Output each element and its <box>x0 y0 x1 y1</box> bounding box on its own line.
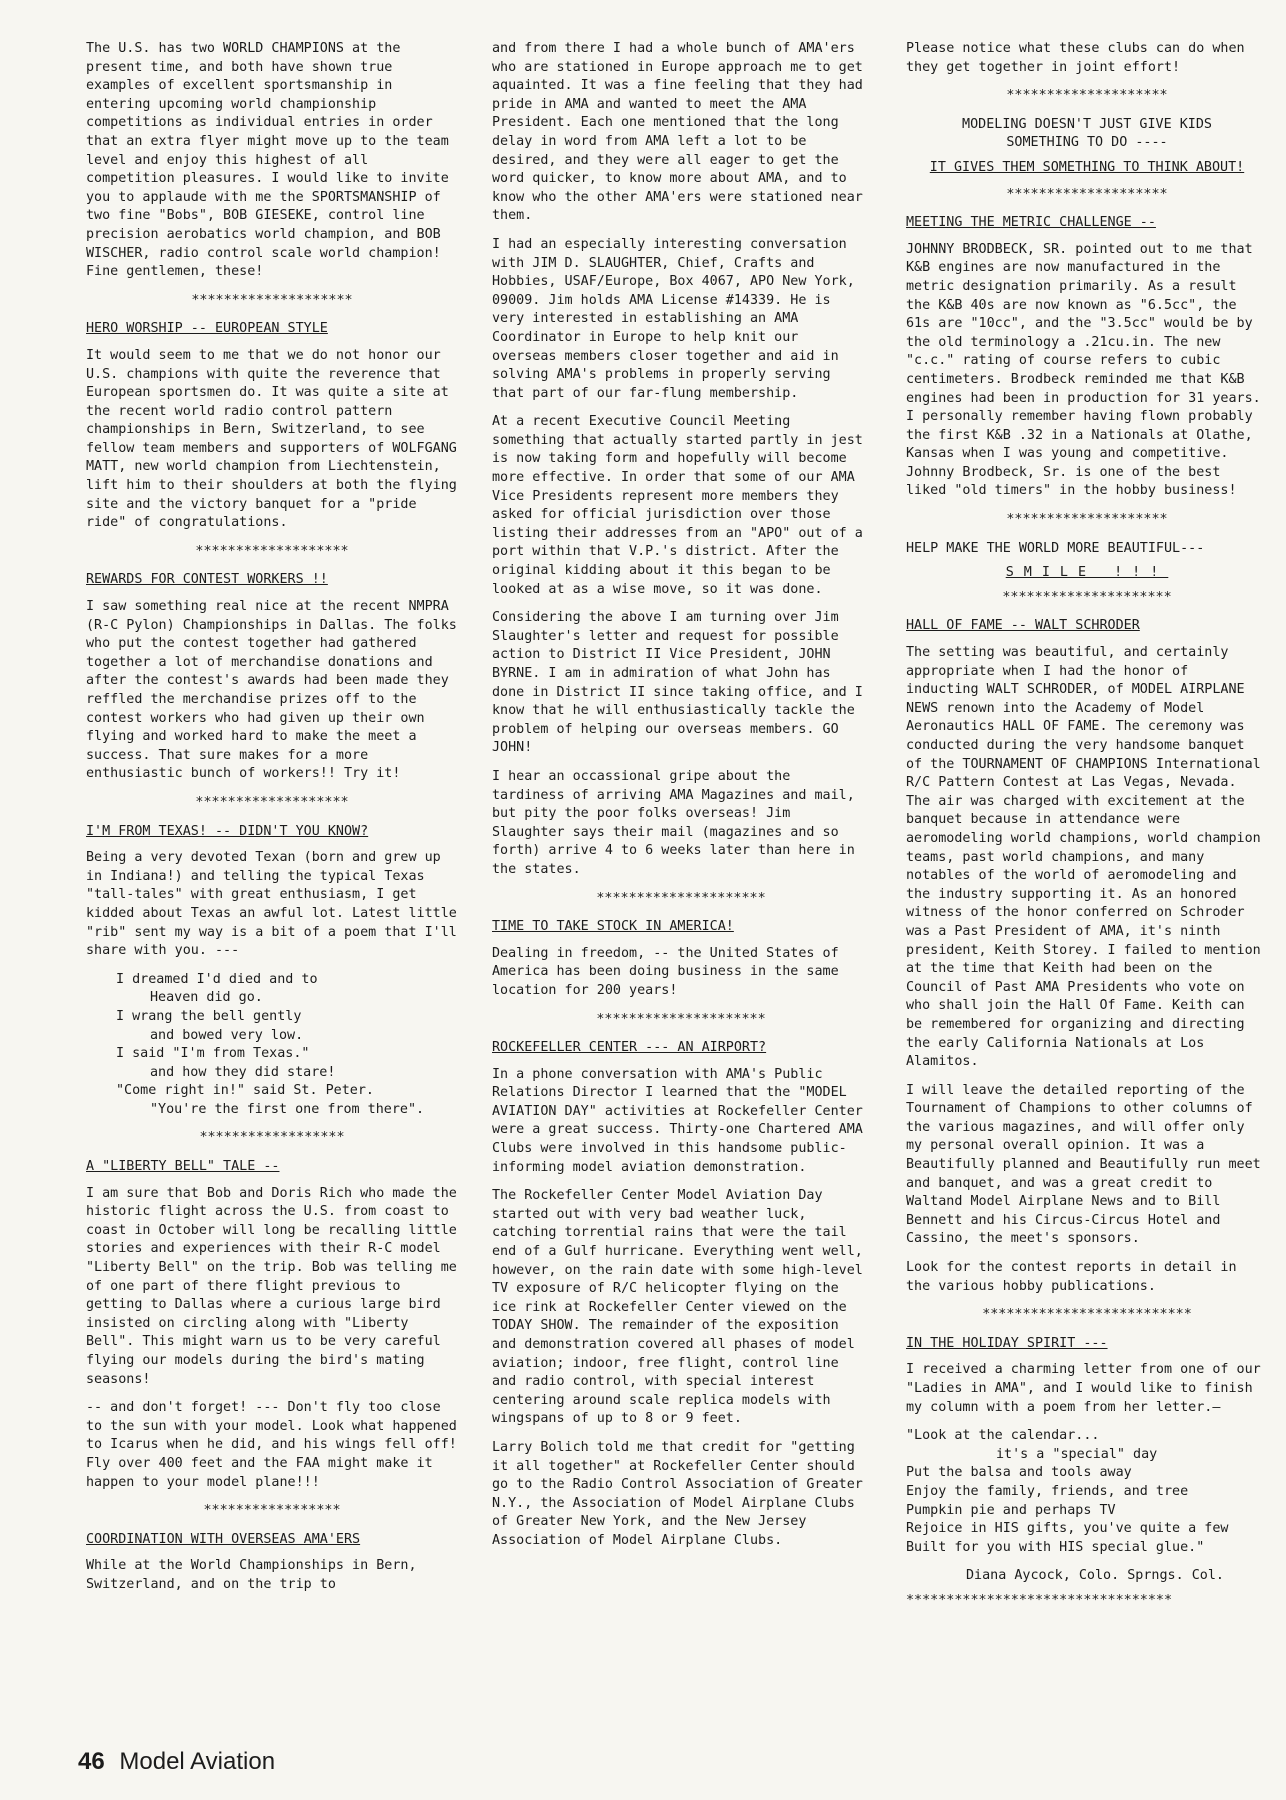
heading-rewards: REWARDS FOR CONTEST WORKERS !! <box>86 572 328 588</box>
poem-line: "Look at the calendar... <box>906 1428 1100 1444</box>
poem-line: Put the balsa and tools away <box>906 1465 1132 1481</box>
paragraph: Look for the contest reports in detail in the various hobby publications. <box>906 1260 1237 1294</box>
modeling-slogan: IT GIVES THEM SOMETHING TO THINK ABOUT! <box>929 159 1245 175</box>
paragraph: Considering the above I am turning over Jim Slaughter's letter and request for possible action to District II Vice President, JOHN BYRNE. I am in admiration of what John has done in District II since taking office, and I know that he will enthusiastically tackle the problem of helping our overseas members. GO JOHN! <box>492 610 863 756</box>
paragraph: and from there I had a whole bunch of AMA'ers who are stationed in Europe approach me to get aquainted. It was a fine feeling that they had pride in AMA and wanted to meet the AMA President. Each one mentioned that the long delay in word from AMA left a lot to be desired, and they were all eager to get the word quicker, to know more about AMA, and to know who the other AMA'ers were stationed near them. <box>492 41 863 224</box>
heading-hero-worship: HERO WORSHIP -- EUROPEAN STYLE <box>86 321 328 337</box>
paragraph: I saw something real nice at the recent NMPRA (R-C Pylon) Championships in Dallas. The folks who put the contest together had gathered together a lot of merchandise donations and after the contest's awards had been made they reffled the merchandise prizes off to the contest workers who had given up their own flying and worked hard to make the meet a success. That sure makes for a more enthusiastic bunch of workers!! Try it! <box>86 599 457 782</box>
heading-hall-of-fame: HALL OF FAME -- WALT SCHRODER <box>906 618 1140 634</box>
paragraph: I will leave the detailed reporting of the Tournament of Champions to other columns of the various magazines, and will offer only my personal overall opinion. It was a Beautifully planned and Beautifully run meet and banquet, and was a great credit to Waltand Model Airplane News and to Bill Bennett and his Circus-Circus Hotel and Cassino, the meet's sponsors. <box>906 1082 1261 1247</box>
paragraph: The setting was beautiful, and certainly appropriate when I had the honor of inducting WALT SCHRODER, of MODEL AIRPLANE NEWS renown into the Academy of Model Aeronautics HALL OF FAME. The ceremony was conducted during the very handsome banquet of the TOURNAMENT OF CHAMPIONS International R/C Pattern Contest at Las Vegas, Nevada. The air was charged with excitement at the banquet because in attendance were aeromodeling world champions, world champion teams, past world champions, and many notables of the world of aeromodeling and the industry supporting it. As an honored witness of the honor conferred on Schroder was a Past President of AMA, it's ninth president, Keith Storey. I failed to mention at the time that Keith had been on the Council of Past AMA Presidents who vote on who shall join the Hall Of Fame. Keith can be remembered for organizing and directing the early California Nationals at Los Alamitos. <box>906 645 1261 1070</box>
intro-paragraph: The U.S. has two WORLD CHAMPIONS at the present time, and both have shown true examples of excellent sportsmanship in entering upcoming world championship competitions as individual entries in order that an extra flyer might move up to the team level and enjoy this highest of all competition pleasures. I would like to invite you to applaude with me the SPORTSMANSHIP of two fine "Bobs", BOB GIESEKE, control line precision aerobatics world champion, and BOB WISCHER, radio control scale world champion! Fine gentlemen, these! <box>86 41 449 280</box>
poem-line: "You're the first one from there". <box>150 1101 425 1117</box>
divider: ******************* <box>195 543 349 559</box>
paragraph: I had an especially interesting conversation with JIM D. SLAUGHTER, Chief, Crafts and Hobbies, USAF/Europe, Box 4067, APO New York, 09009. Jim holds AMA License #14339. He is very interested in establishing an AMA Coordinator in Europe to help knit our overseas members closer together and aid in solving AMA's problems in properly serving that part of our far-flung membership. <box>492 236 855 401</box>
divider: ******************** <box>191 292 353 308</box>
divider: ******************** <box>1006 186 1168 202</box>
paragraph: I am sure that Bob and Doris Rich who made the historic flight across the U.S. from coast to coast in October will long be recalling little stories and experiences with their R-C model "Liberty Bell" on the trip. Bob was telling me of one part of there flight previous to getting to Dallas where a curious large bird insisted on circling along with "Liberty Bell". This might warn us to be very careful flying our models during the bird's mating seasons! <box>86 1185 457 1387</box>
paragraph: Please notice what these clubs can do when they get together in joint effort! <box>906 41 1245 75</box>
column-left <box>86 40 458 1605</box>
divider: ***************** <box>203 1503 341 1519</box>
paragraph: -- and don't forget! --- Don't fly too close to the sun with your model. Look what happened to Icarus when he did, and his wings fell off! Fly over 400 feet and the FAA might make it happen to your model plane!!! <box>86 1400 457 1490</box>
paragraph: At a recent Executive Council Meeting something that actually started partly in jest is now taking form and hopefully will become more effective. In order that some of our AMA Vice Presidents represent more members they asked for official jurisdiction over those listing their addresses from an "APO" out of a port within that V.P.'s district. After the original kidding about it this began to be looked at as a wise move, so it was done. <box>492 414 863 597</box>
divider: ******************** <box>1006 512 1168 528</box>
divider: ********************* <box>1002 589 1172 605</box>
texas-poem <box>116 971 458 1120</box>
divider: ********************* <box>596 1011 766 1027</box>
poem-line: I dreamed I'd died and to <box>116 971 318 987</box>
magazine-name: Model Aviation <box>119 1748 276 1775</box>
column-middle <box>492 40 870 1561</box>
heading-rockefeller: ROCKEFELLER CENTER --- AN AIRPORT? <box>492 1040 767 1056</box>
poem-line: I said "I'm from Texas." <box>116 1046 310 1062</box>
heading-take-stock: TIME TO TAKE STOCK IN AMERICA! <box>492 919 734 935</box>
smile-text: SMILE !!! <box>1005 565 1169 581</box>
paragraph: Being a very devoted Texan (born and grew up in Indiana!) and telling the typical Texas "tall-tales" with great enthusiasm, I get kidded about Texas an awful lot. Latest little "rib" sent my way is a bit of a poem that I'll share with you. --- <box>86 850 457 959</box>
divider: ****************** <box>199 1130 345 1146</box>
modeling-line: MODELING DOESN'T JUST GIVE KIDS <box>962 116 1212 132</box>
paragraph: In a phone conversation with AMA's Public Relations Director I learned that the "MODEL AVIATION DAY" activities at Rockefeller Center were a great success. Thirty-one Chartered AMA Clubs were involved in this handsome public-informing model aviation demonstration. <box>492 1066 863 1175</box>
poem-line: Heaven did go. <box>150 990 263 1006</box>
divider: ********************* <box>596 890 766 906</box>
paragraph: JOHNNY BRODBECK, SR. pointed out to me that K&B engines are now manufactured in the metric designation primarily. As a result the K&B 40s are now known as "6.5cc", the 61s are "10cc", and the "3.5cc" would be by the old terminology a .21cu.in. The new "c.c." rating of course refers to cubic centimeters. Brodbeck reminded me that K&B engines had been in production for 31 years. I personally remember having flown probably the first K&B .32 in a Nationals at Olathe, Kansas when I was young and competitive. Johnny Brodbeck, Sr. is one of the best liked "old timers" in the hobby business! <box>906 241 1261 499</box>
heading-coordination: COORDINATION WITH OVERSEAS AMA'ERS <box>86 1531 361 1547</box>
heading-liberty-bell: A "LIBERTY BELL" TALE -- <box>86 1159 280 1175</box>
poem-line: "Come right in!" said St. Peter. <box>116 1083 374 1099</box>
paragraph: Larry Bolich told me that credit for "getting it all together" at Rockefeller Center should go to the Radio Control Association of Greater N.Y., the Association of Model Airplane Clubs of Greater New York, and the New Jersey Association of Model Airplane Clubs. <box>492 1439 863 1548</box>
paragraph: I hear an occassional gripe about the tardiness of arriving AMA Magazines and mail, but pity the poor folks overseas! Jim Slaughter says their mail (magazines and so forth) arrive 4 to 6 weeks later than here in the states. <box>492 768 855 877</box>
page-number: 46 <box>78 1748 105 1775</box>
paragraph: While at the World Championships in Bern, Switzerland, and on the trip to <box>86 1558 417 1592</box>
poem-line: and bowed very low. <box>150 1027 304 1043</box>
divider: ************************** <box>982 1307 1192 1323</box>
signature: Diana Aycock, Colo. Sprngs. Col. <box>966 1568 1224 1584</box>
divider: ******************* <box>195 794 349 810</box>
paragraph: I received a charming letter from one of our "Ladies in AMA", and I would like to finish my column with a poem from her letter.— <box>906 1362 1261 1415</box>
modeling-line: SOMETHING TO DO ---- <box>1006 135 1168 151</box>
column-right <box>906 40 1268 1621</box>
paragraph: It would seem to me that we do not honor our U.S. champions with quite the reverence that European sportsmen do. It was quite a site at the recent world radio control pattern championships in Bern, Switzerland, to see fellow team members and supporters of WOLFGANG MATT, new world champion from Liechtenstein, lift him to their shoulders at both the flying site and the victory banquet for a "pride ride" of congratulations. <box>86 347 457 531</box>
poem-line: Built for you with HIS special glue." <box>906 1539 1205 1555</box>
page-footer <box>78 1748 275 1776</box>
divider: ******************** <box>1006 88 1168 104</box>
heading-texas: I'M FROM TEXAS! -- DIDN'T YOU KNOW? <box>86 823 369 839</box>
beautiful-line: HELP MAKE THE WORLD MORE BEAUTIFUL--- <box>906 540 1205 556</box>
holiday-poem <box>906 1427 1268 1557</box>
poem-line: it's a "special" day <box>996 1446 1158 1462</box>
paragraph: Dealing in freedom, -- the United States of America has been doing business in the same location for 200 years! <box>492 945 839 998</box>
poem-line: I wrang the bell gently <box>116 1008 302 1024</box>
divider: ********************************* <box>906 1592 1173 1608</box>
heading-holiday: IN THE HOLIDAY SPIRIT --- <box>906 1335 1108 1351</box>
poem-line: and how they did stare! <box>150 1064 336 1080</box>
poem-line: Enjoy the family, friends, and tree <box>906 1483 1189 1499</box>
heading-metric: MEETING THE METRIC CHALLENGE -- <box>906 215 1156 231</box>
poem-line: Pumpkin pie and perhaps TV <box>906 1502 1116 1518</box>
poem-line: Rejoice in HIS gifts, you've quite a few <box>906 1521 1229 1537</box>
paragraph: The Rockefeller Center Model Aviation Day started out with very bad weather luck, catching torrential rains that were the tail end of a Gulf hurricane. Everything went well, however, on the rain date with some high-level TV exposure of R/C helicopter flying on the ice rink at Rockefeller Center viewed on the TODAY SHOW. The remainder of the exposition and demonstration covered all phases of model aviation; indoor, free flight, control line and radio control, with special interest centering around scale replica models with wingspans of up to 8 or 9 feet. <box>492 1188 863 1427</box>
